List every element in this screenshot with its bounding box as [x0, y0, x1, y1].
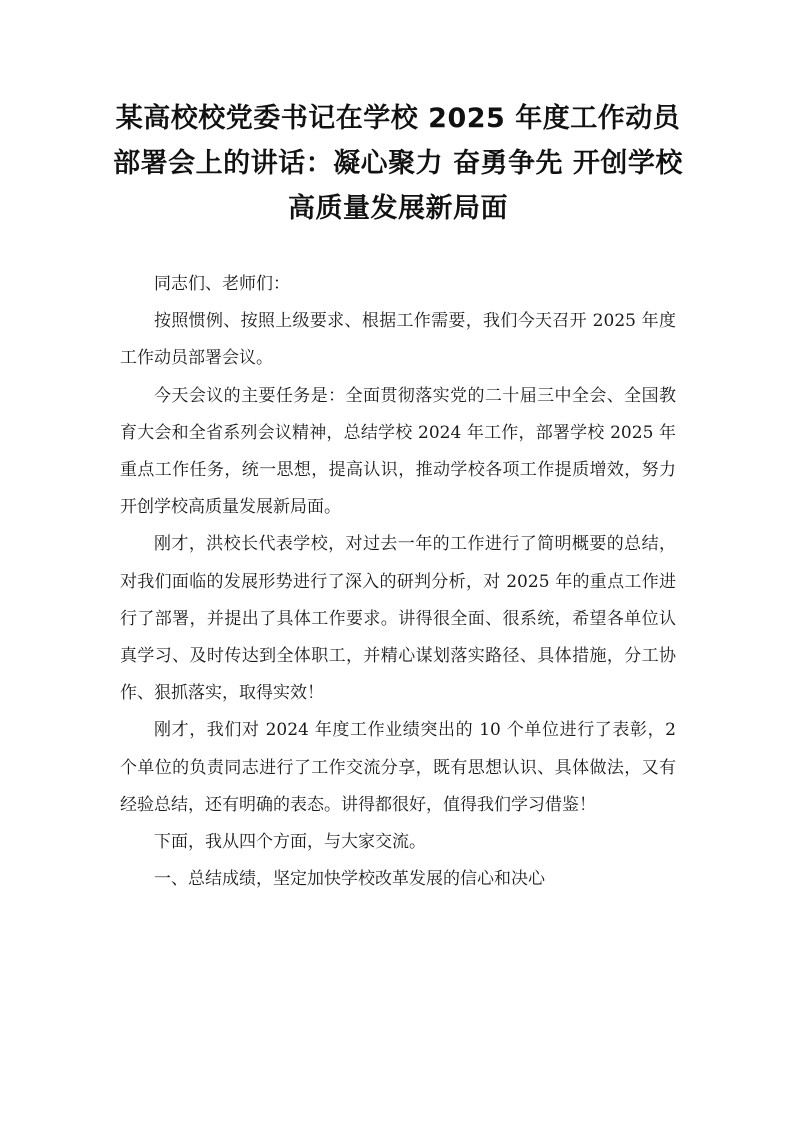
paragraph-2: 今天会议的主要任务是：全面贯彻落实党的二十届三中全会、全国教育大会和全省系列会议精神，总结学校 2024 年工作，部署学校 2025 年重点工作任务，统一思想，提高认识，推动学校各项工作提质增效，努力开创学校高质量发展新局面。 — [120, 385, 676, 518]
paragraph-1: 按照惯例、按照上级要求、根据工作需要，我们今天召开 2025 年度工作动员部署会议。 — [120, 311, 676, 369]
section-heading: 一、总结成绩，坚定加快学校改革发展的信心和决心 — [154, 869, 545, 890]
document-title: 某高校校党委书记在学校 2025 年度工作动员部署会上的讲话：凝心聚力 奋勇争先 开创学校高质量发展新局面 — [113, 103, 683, 224]
document-body — [120, 266, 676, 898]
paragraph-3: 刚才，洪校长代表学校，对过去一年的工作进行了简明概要的总结，对我们面临的发展形势进行了深入的研判分析，对 2025 年的重点工作进行了部署，并提出了具体工作要求。讲得很全面、很系统，希望各单位认真学习、及时传达到全体职工，并精心谋划落实路径、具体措施，分工协作、狠抓落实，取得实效！ — [120, 534, 676, 704]
salutation: 同志们、老师们： — [154, 274, 290, 294]
paragraph-4: 刚才，我们对 2024 年度工作业绩突出的 10 个单位进行了表彰，2 个单位的负责同志进行了工作交流分享，既有思想认识、具体做法，又有经验总结，还有明确的表态。讲得都很好，值得我们学习借鉴！ — [120, 720, 676, 815]
paragraph-5: 下面，我从四个方面，与大家交流。 — [154, 832, 426, 853]
